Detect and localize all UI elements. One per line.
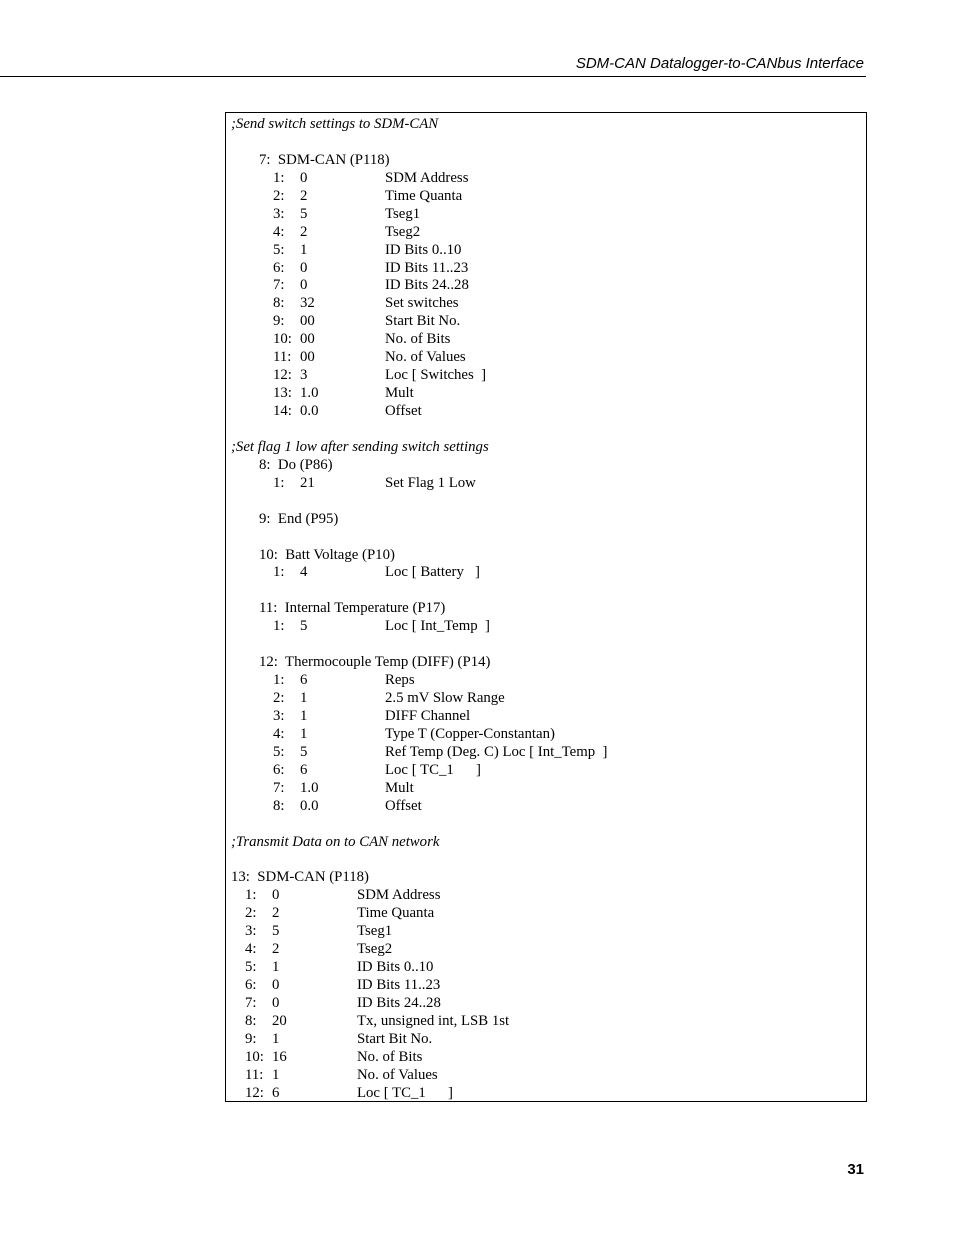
param-value: 1 — [300, 707, 308, 724]
parameter-line — [231, 780, 862, 798]
param-description: Loc [ Int_Temp ] — [385, 618, 490, 635]
param-value: 0.0 — [300, 403, 319, 419]
parameter-line — [231, 260, 862, 278]
param-description: 2.5 mV Slow Range — [385, 690, 505, 706]
param-value: 0.0 — [300, 797, 319, 814]
param-number: 1: — [273, 474, 285, 491]
param-number: 11: — [273, 349, 292, 366]
parameter-line — [231, 295, 862, 313]
param-description: ID Bits 24..28 — [385, 277, 469, 294]
param-number: 6: — [273, 761, 285, 778]
param-value: 0 — [300, 259, 308, 276]
parameter-line — [231, 923, 862, 941]
param-description: Ref Temp (Deg. C) Loc [ Int_Temp ] — [385, 743, 608, 760]
param-number: 13: — [273, 385, 292, 402]
param-number: 1: — [273, 672, 285, 689]
param-description: No. of Bits — [385, 331, 451, 348]
comment-line — [231, 439, 862, 457]
param-value: 1.0 — [300, 779, 319, 796]
param-number: 1: — [273, 564, 285, 581]
param-value: 0 — [300, 169, 308, 186]
blank-line — [231, 529, 862, 547]
param-description: Reps — [385, 672, 415, 689]
param-value: 00 — [300, 313, 315, 330]
parameter-line — [231, 1013, 862, 1031]
param-description: Time Quanta — [385, 187, 463, 204]
parameter-line — [231, 708, 862, 726]
param-number: 2: — [273, 187, 285, 204]
program-listing-box — [225, 112, 867, 1102]
parameter-line — [231, 887, 862, 905]
param-description: Loc [ TC_1 ] — [357, 1084, 453, 1101]
parameter-line — [231, 959, 862, 977]
parameter-line — [231, 331, 862, 349]
page-number: 31 — [847, 1161, 864, 1178]
param-description: Tseg2 — [357, 941, 393, 958]
param-number: 7: — [245, 994, 257, 1011]
param-value: 6 — [300, 761, 308, 778]
comment-text: ;Transmit Data on to CAN network — [231, 833, 440, 850]
param-number: 4: — [245, 941, 257, 958]
parameter-line — [231, 277, 862, 295]
param-number: 4: — [273, 725, 285, 742]
blank-line — [231, 816, 862, 834]
param-value: 0 — [272, 977, 280, 993]
param-description: DIFF Channel — [385, 707, 471, 724]
param-description: ID Bits 0..10 — [385, 241, 462, 258]
param-description: No. of Bits — [357, 1048, 423, 1065]
parameter-line — [231, 690, 862, 708]
parameter-line — [231, 170, 862, 188]
param-number: 7: — [273, 277, 285, 294]
parameter-line — [231, 242, 862, 260]
param-number: 9: — [273, 313, 285, 330]
param-value: 21 — [300, 474, 315, 491]
blank-line — [231, 421, 862, 439]
comment-line — [231, 116, 862, 134]
instruction-line — [231, 654, 862, 672]
parameter-line — [231, 905, 862, 923]
parameter-line — [231, 475, 862, 493]
blank-line — [231, 582, 862, 600]
param-description: No. of Values — [385, 349, 466, 366]
comment-line — [231, 834, 862, 852]
instruction-text: 7: SDM-CAN (P118) — [259, 151, 390, 168]
param-number: 14: — [273, 403, 292, 419]
parameter-line — [231, 403, 862, 421]
param-description: Start Bit No. — [385, 313, 461, 330]
comment-text: ;Set flag 1 low after sending switch settings — [231, 438, 489, 455]
param-description: Loc [ Battery ] — [385, 564, 480, 581]
param-number: 10: — [245, 1048, 264, 1065]
param-value: 6 — [300, 672, 308, 689]
param-value: 1 — [272, 959, 280, 976]
param-value: 2 — [300, 223, 308, 240]
param-value: 5 — [300, 205, 308, 222]
instruction-line — [231, 600, 862, 618]
param-value: 1 — [300, 241, 308, 258]
instruction-text: 8: Do (P86) — [259, 456, 333, 473]
param-number: 6: — [273, 259, 285, 276]
param-description: SDM Address — [357, 887, 441, 904]
param-value: 1.0 — [300, 385, 319, 402]
blank-line — [231, 636, 862, 654]
blank-line — [231, 851, 862, 869]
param-value: 32 — [300, 295, 315, 312]
parameter-line — [231, 1031, 862, 1049]
param-number: 5: — [273, 241, 285, 258]
param-value: 00 — [300, 349, 315, 366]
instruction-text: 11: Internal Temperature (P17) — [259, 600, 446, 617]
parameter-line — [231, 313, 862, 331]
param-number: 9: — [245, 1030, 257, 1047]
running-header: SDM-CAN Datalogger-to-CANbus Interface — [575, 55, 864, 72]
param-value: 0 — [272, 887, 280, 904]
instruction-line — [231, 547, 862, 565]
param-value: 1 — [272, 1030, 280, 1047]
param-number: 3: — [273, 205, 285, 222]
param-number: 1: — [245, 887, 257, 904]
param-description: Loc [ Switches ] — [385, 367, 487, 384]
blank-line — [231, 493, 862, 511]
param-value: 4 — [300, 564, 308, 581]
param-description: Start Bit No. — [357, 1030, 433, 1047]
param-value: 1 — [300, 690, 308, 706]
parameter-line — [231, 744, 862, 762]
param-description: SDM Address — [385, 169, 469, 186]
parameter-line — [231, 798, 862, 816]
instruction-text: 9: End (P95) — [259, 510, 339, 527]
instruction-line — [231, 511, 862, 529]
parameter-line — [231, 349, 862, 367]
param-description: ID Bits 24..28 — [357, 994, 441, 1011]
param-value: 5 — [300, 743, 308, 760]
param-description: ID Bits 11..23 — [357, 977, 441, 993]
param-number: 11: — [245, 1066, 264, 1083]
parameter-line — [231, 726, 862, 744]
blank-line — [231, 134, 862, 152]
parameter-line — [231, 762, 862, 780]
parameter-line — [231, 385, 862, 403]
param-value: 2 — [300, 187, 308, 204]
parameter-line — [231, 995, 862, 1013]
param-description: Tx, unsigned int, LSB 1st — [357, 1012, 510, 1029]
param-description: Loc [ TC_1 ] — [385, 761, 481, 778]
param-value: 00 — [300, 331, 315, 348]
parameter-line — [231, 941, 862, 959]
param-number: 3: — [245, 923, 257, 940]
instruction-text: 12: Thermocouple Temp (DIFF) (P14) — [259, 654, 491, 671]
comment-text: ;Send switch settings to SDM-CAN — [231, 116, 439, 132]
param-number: 7: — [273, 779, 285, 796]
param-description: ID Bits 0..10 — [357, 959, 434, 976]
parameter-line — [231, 977, 862, 995]
param-description: ID Bits 11..23 — [385, 259, 469, 276]
param-value: 0 — [300, 277, 308, 294]
param-number: 8: — [245, 1012, 257, 1029]
parameter-line — [231, 367, 862, 385]
param-number: 10: — [273, 331, 292, 348]
param-description: Offset — [385, 403, 422, 419]
parameter-line — [231, 672, 862, 690]
param-description: Tseg2 — [385, 223, 421, 240]
param-number: 12: — [273, 367, 292, 384]
instruction-line — [231, 152, 862, 170]
param-value: 16 — [272, 1048, 287, 1065]
instruction-line — [231, 457, 862, 475]
param-description: Tseg1 — [385, 205, 421, 222]
param-value: 20 — [272, 1012, 287, 1029]
header-rule — [0, 76, 866, 77]
param-number: 3: — [273, 707, 285, 724]
param-value: 6 — [272, 1084, 280, 1101]
param-number: 12: — [245, 1084, 264, 1101]
param-value: 2 — [272, 941, 280, 958]
parameter-line — [231, 188, 862, 206]
param-number: 8: — [273, 797, 285, 814]
param-description: Set switches — [385, 295, 459, 312]
param-number: 1: — [273, 618, 285, 635]
param-number: 2: — [245, 905, 257, 922]
instruction-text: 13: SDM-CAN (P118) — [231, 869, 369, 886]
parameter-line — [231, 224, 862, 242]
param-description: Type T (Copper-Constantan) — [385, 725, 555, 742]
parameter-line — [231, 1067, 862, 1085]
param-value: 2 — [272, 905, 280, 922]
param-value: 5 — [272, 923, 280, 940]
param-description: Mult — [385, 385, 414, 402]
param-description: Mult — [385, 779, 414, 796]
param-description: Set Flag 1 Low — [385, 474, 476, 491]
parameter-line — [231, 206, 862, 224]
param-value: 5 — [300, 618, 308, 635]
param-value: 0 — [272, 994, 280, 1011]
param-description: Offset — [385, 797, 422, 814]
param-number: 1: — [273, 169, 285, 186]
param-value: 3 — [300, 367, 308, 384]
parameter-line — [231, 564, 862, 582]
instruction-line — [231, 869, 862, 887]
program-listing — [231, 116, 862, 1103]
param-number: 2: — [273, 690, 285, 706]
parameter-line — [231, 1085, 862, 1103]
param-description: No. of Values — [357, 1066, 438, 1083]
param-number: 4: — [273, 223, 285, 240]
param-number: 5: — [245, 959, 257, 976]
param-value: 1 — [272, 1066, 280, 1083]
param-number: 8: — [273, 295, 285, 312]
param-value: 1 — [300, 725, 308, 742]
param-description: Tseg1 — [357, 923, 393, 940]
parameter-line — [231, 618, 862, 636]
param-number: 5: — [273, 743, 285, 760]
param-description: Time Quanta — [357, 905, 435, 922]
instruction-text: 10: Batt Voltage (P10) — [259, 546, 395, 563]
param-number: 6: — [245, 977, 257, 993]
parameter-line — [231, 1049, 862, 1067]
